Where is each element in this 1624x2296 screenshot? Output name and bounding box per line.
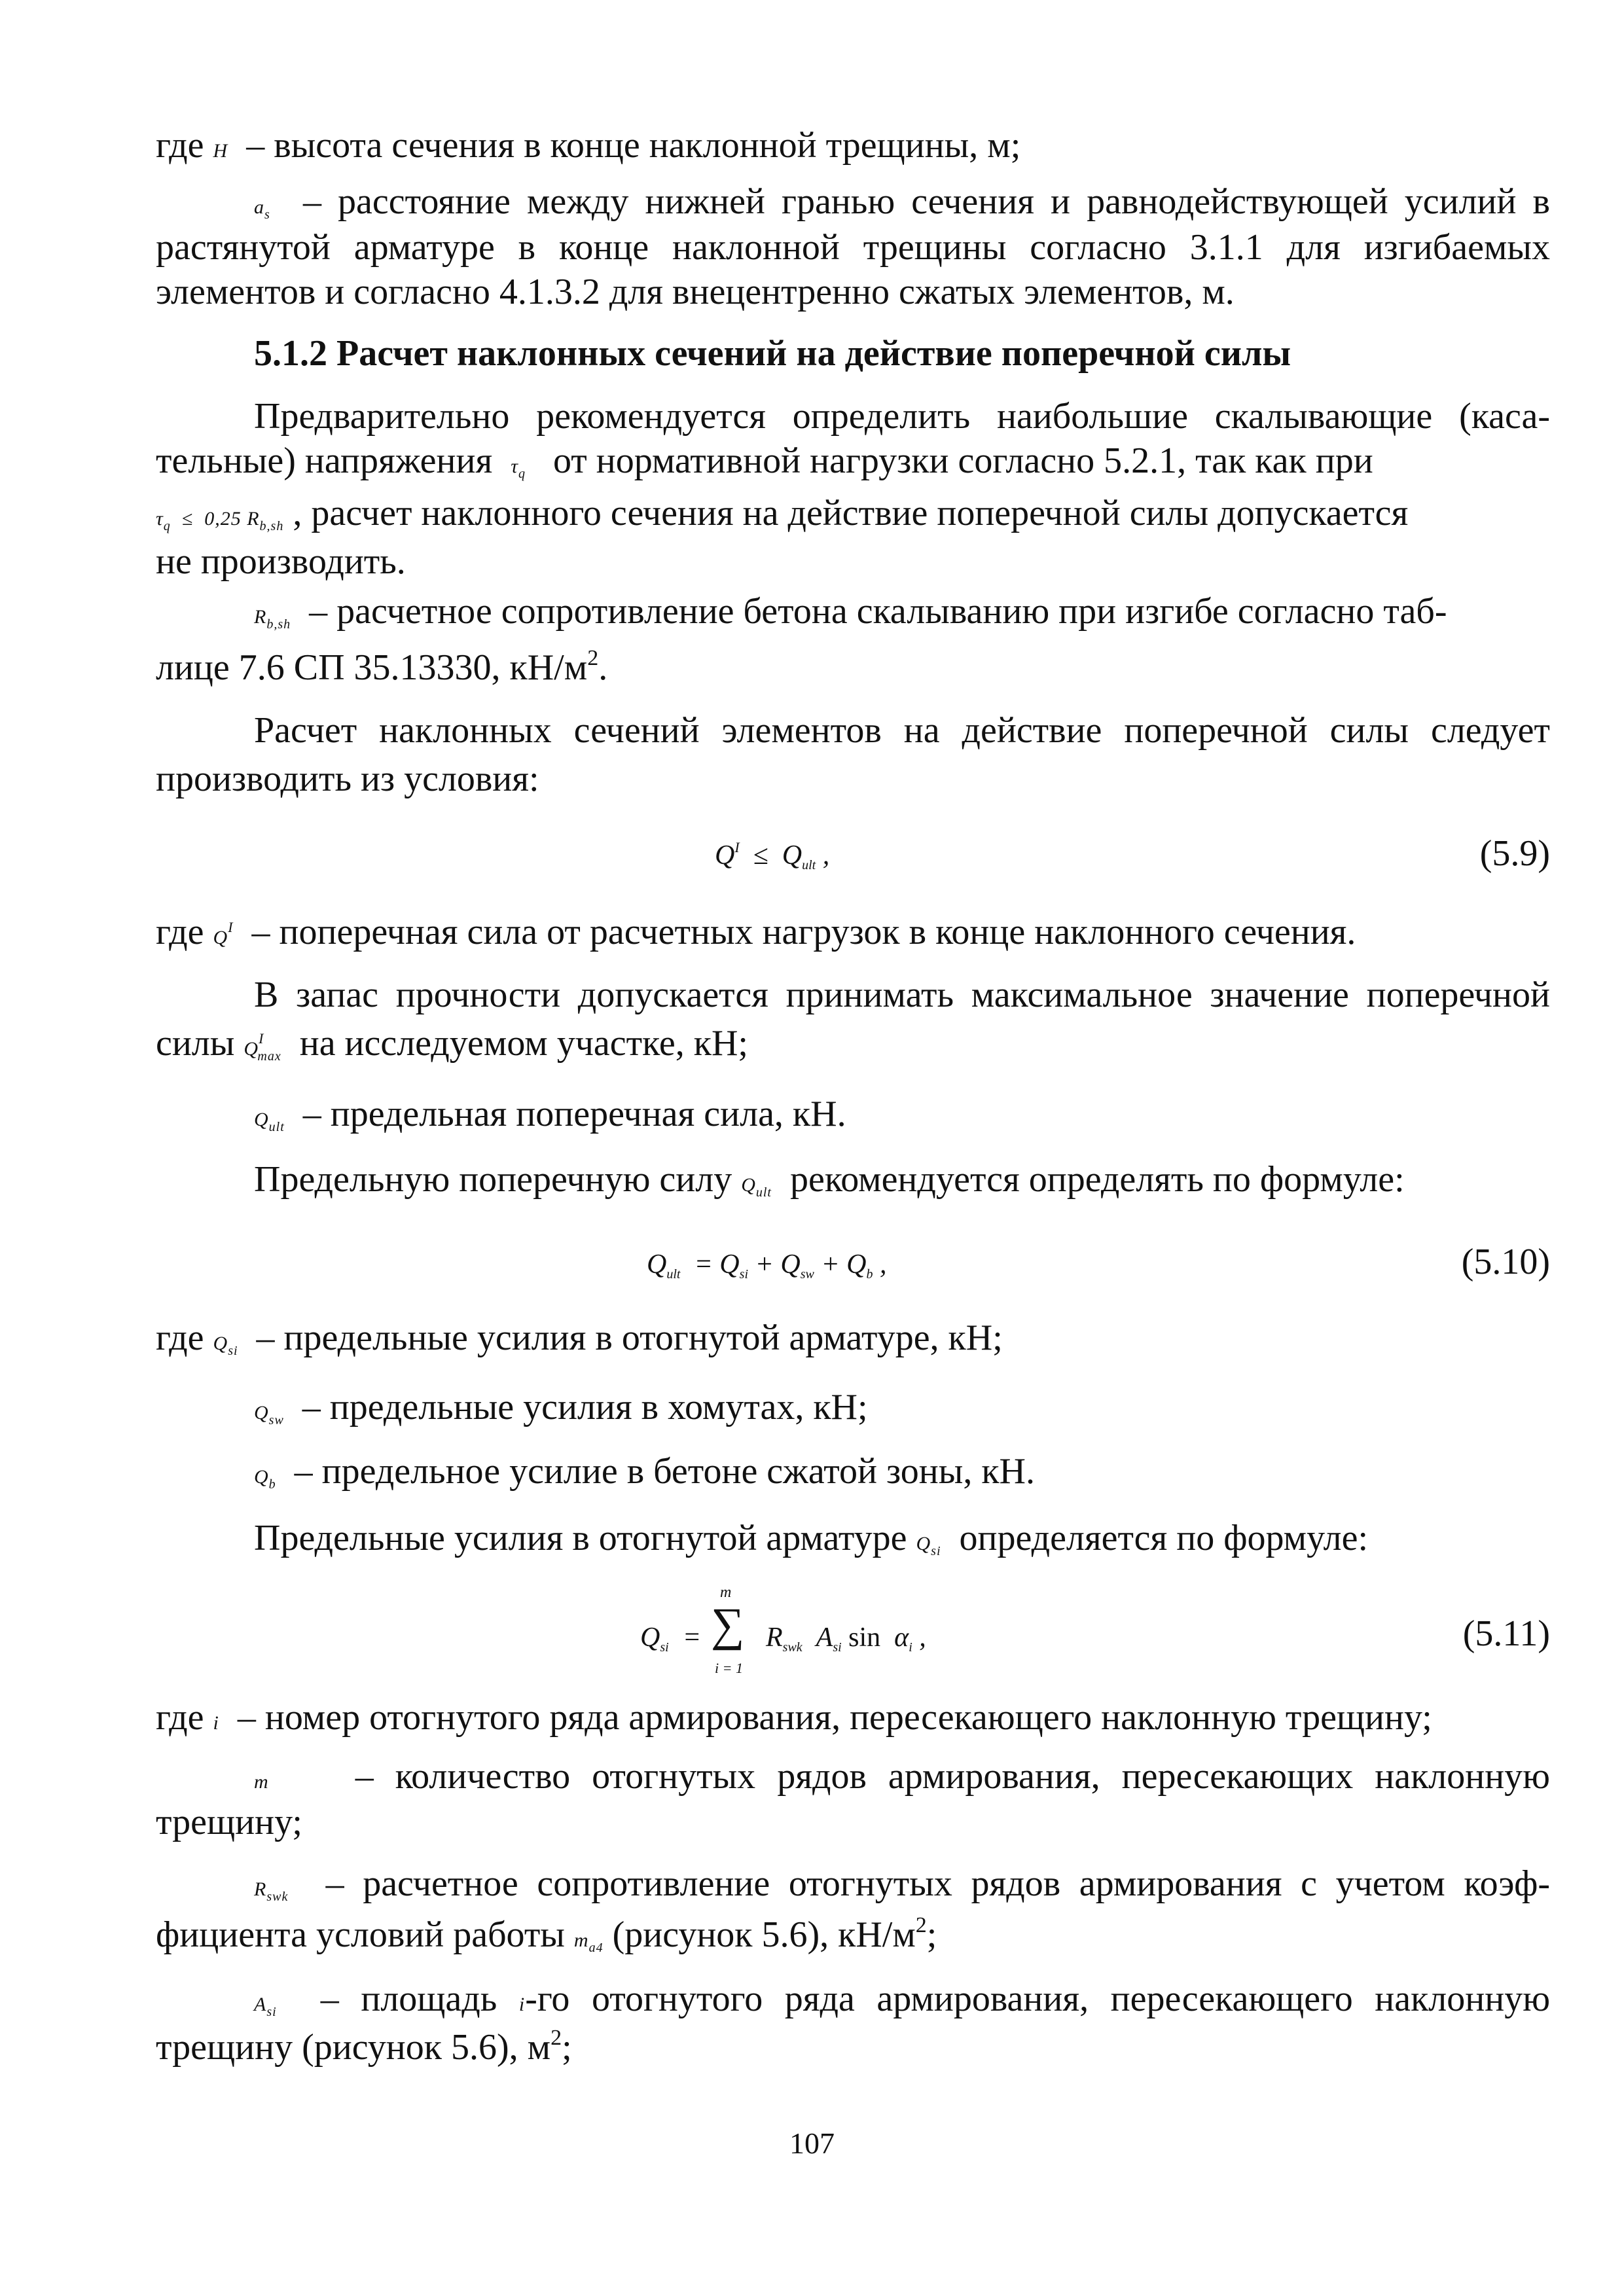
formula-5-9: $Q^I \le Q_{ult}$ , bbox=[715, 839, 830, 872]
definition-i: где i – номер отогнутого ряда армирования, пересекающего наклонную трещину; bbox=[156, 1697, 1432, 1738]
formula-5-11-number: (5.11) bbox=[1462, 1613, 1550, 1654]
paragraph1-line1: Предварительно рекомендуется определить наибольшие скалывающие (каса- bbox=[254, 396, 1550, 437]
definition-asi-line2: трещину (рисунок 5.6), $м^2$; bbox=[156, 2026, 572, 2068]
definition-qsi: где $Q_{si}$ – предельные усилия в отогнутой арматуре, кН; bbox=[156, 1318, 1003, 1358]
paragraph4: Предельную поперечную силу $Q_{ult}$ рекомендуется определять по формуле: bbox=[254, 1159, 1405, 1200]
definition-m-line1: m – количество отогнутых рядов армирования, пересекающих наклонную bbox=[254, 1756, 1550, 1797]
definition-h: где H – высота сечения в конце наклонной трещины, м; bbox=[156, 125, 1021, 166]
document-page: где H – высота сечения в конце наклонной трещины, м; $a_s$ – расстояние между нижней гранью сечения и равнодействующей усилий в растянутой арматуре в конце наклонной трещины согласно 3.1.1 для изгибаемых элементов и согласно 4.1.3.2 для внецентренно сжатых элементов, м. 5.1.2 Расчет наклонных сечений на действие поперечной силы Предварительно рекомендуется определить наибольшие скалывающие (каса- тельные) напряжения $\tau_q$ от нормативной нагрузки согласно 5.2.1, так как при $\tau_q \le 0,25$ $R_{b,sh}$ , расчет наклонного сечения на действие поперечной силы допускается не производить. $R_{b,sh}$ – расчетное сопротивление бетона скалыванию при изгибе согласно таб- лице 7.6 СП 35.13330, $кН/м^2$. Расчет наклонных сечений элементов на действие поперечной силы следует производить из условия: $Q^I \le Q_{ult}$ , (5.9) где $Q^I$ – поперечная сила от расчетных нагрузок в конце наклонного сечения. В запас прочности допускается принимать максимальное значение поперечной силы $Q^I_{max}$ на исследуемом участке, кН; $Q_{ult}$ – предельная поперечная сила, кН. Предельную поперечную силу $Q_{ult}$ рекомендуется определять по формуле: $Q_{ult} = Q_{si} + Q_{sw} + Q_b$ , (5.10) где $Q_{si}$ – предельные усилия в отогнутой арматуре, кН; $Q_{sw}$ – предельные усилия в хомутах, кН; $Q_b$ – предельное усилие в бетоне сжатой зоны, кН. Предельные усилия в отогнутой арматуре $Q_{si}$ определяется по формуле: $Q_{si}$ = m ∑ i = 1 $R_{swk}$ $A_{si}$ $\sin \alpha_i$ , (5.11) где i – номер отогнутого ряда армирования, пересекающего наклонную трещину; m – количество отогнутых рядов армирования, пересекающих наклонную трещину; $R_{swk}$ – расчетное сопротивление отогнутых рядов армирования с учетом коэф- фициента условий работы $m_{a4}$ (рисунок 5.6), $кН/м^2$; $A_{si}$ – площадь i-го отогнутого ряда армирования, пересекающего наклонную трещину (рисунок 5.6), $м^2$; 107 bbox=[0, 0, 1624, 2296]
definition-rswk-line1: $R_{swk}$ – расчетное сопротивление отогнутых рядов армирования с учетом коэф- bbox=[254, 1863, 1551, 1904]
definition-as-line2: растянутой арматуре в конце наклонной трещины согласно 3.1.1 для изгибаемых bbox=[156, 227, 1550, 268]
definition-as-line3: элементов и согласно 4.1.3.2 для внецентренно сжатых элементов, м. bbox=[156, 272, 1235, 312]
definition-as-line1: $a_s$ – расстояние между нижней гранью сечения и равнодействующей усилий в bbox=[254, 181, 1550, 222]
paragraph3-line2: силы $Q^I_{max}$ на исследуемом участке, кН; bbox=[156, 1023, 748, 1064]
paragraph1-line2: тельные) напряжения $\tau_q$ от нормативной нагрузки согласно 5.2.1, так как при bbox=[156, 440, 1373, 481]
formula-5-10-number: (5.10) bbox=[1461, 1242, 1550, 1282]
paragraph2-line1: Расчет наклонных сечений элементов на действие поперечной силы следует bbox=[254, 710, 1550, 751]
formula-5-9-number: (5.9) bbox=[1479, 833, 1550, 874]
formula-5-10: $Q_{ult} = Q_{si} + Q_{sw} + Q_b$ , bbox=[647, 1249, 887, 1282]
paragraph1-line3: $\tau_q \le 0,25$ $R_{b,sh}$ , расчет наклонного сечения на действие поперечной силы допускается bbox=[156, 493, 1409, 533]
definition-qsw: $Q_{sw}$ – предельные усилия в хомутах, кН; bbox=[254, 1387, 868, 1427]
definition-qult: $Q_{ult}$ – предельная поперечная сила, кН. bbox=[254, 1094, 846, 1134]
definition-m-line2: трещину; bbox=[156, 1802, 302, 1842]
paragraph5: Предельные усилия в отогнутой арматуре $Q_{si}$ определяется по формуле: bbox=[254, 1518, 1369, 1558]
definition-qi: где $Q^I$ – поперечная сила от расчетных нагрузок в конце наклонного сечения. bbox=[156, 912, 1356, 952]
definition-rbsh-line2: лице 7.6 СП 35.13330, $кН/м^2$. bbox=[156, 646, 608, 688]
section-heading: 5.1.2 Расчет наклонных сечений на действие поперечной силы bbox=[254, 333, 1291, 374]
definition-asi-line1: $A_{si}$ – площадь i-го отогнутого ряда армирования, пересекающего наклонную bbox=[254, 1979, 1551, 2019]
definition-rbsh-line1: $R_{b,sh}$ – расчетное сопротивление бетона скалыванию при изгибе согласно таб- bbox=[254, 591, 1447, 632]
paragraph3-line1: В запас прочности допускается принимать максимальное значение поперечной bbox=[254, 975, 1550, 1015]
page-number: 107 bbox=[789, 2126, 835, 2160]
definition-rswk-line2: фициента условий работы $m_{a4}$ (рисунок 5.6), $кН/м^2$; bbox=[156, 1913, 937, 1955]
paragraph2-line2: производить из условия: bbox=[156, 759, 539, 799]
paragraph1-line4: не производить. bbox=[156, 541, 406, 582]
definition-qb: $Q_b$ – предельное усилие в бетоне сжатой зоны, кН. bbox=[254, 1451, 1035, 1492]
